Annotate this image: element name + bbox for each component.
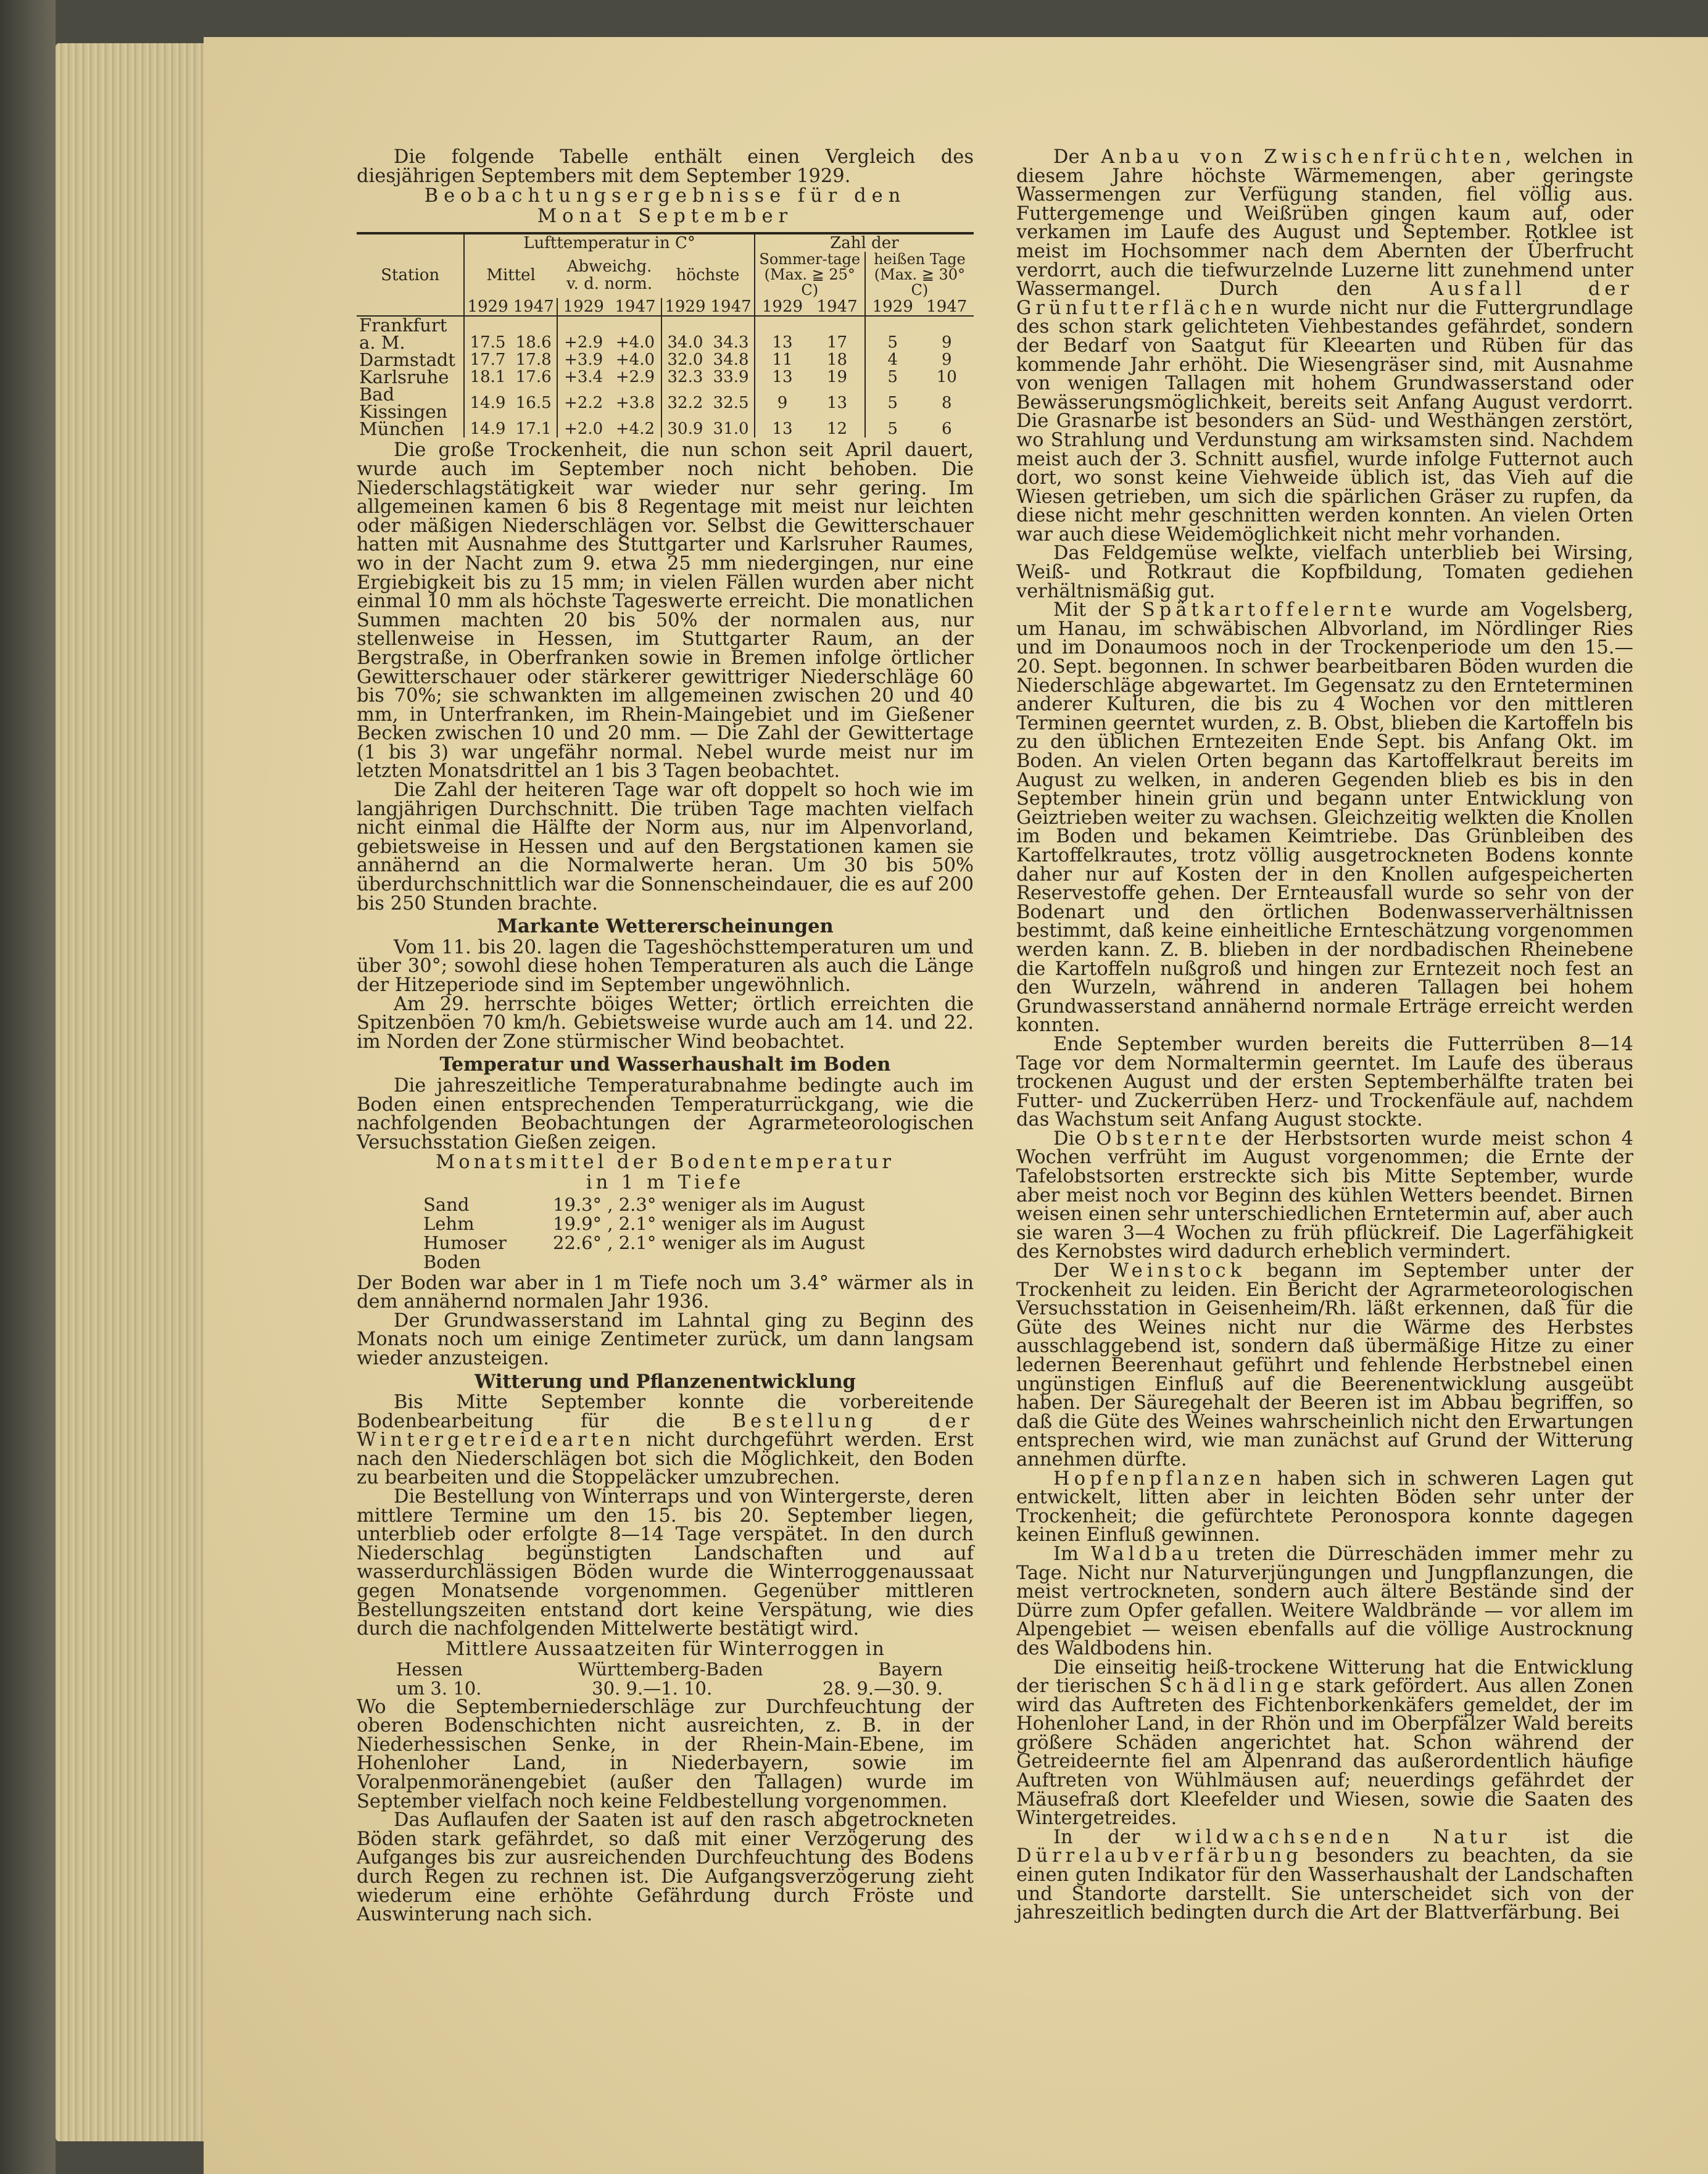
cell: +3.9 [557,351,610,368]
cell: 14.9 [464,386,510,420]
cell: +2.9 [557,316,610,351]
text-run: nicht durchgeführt werden. Erst nach den Niederschlägen bot sich die Möglichkeit, den Boden zu bearbeiten und die Stoppeläcker umzubrechen. [357,1429,974,1489]
paragraph: Die jahreszeitliche Temperaturabnahme bedingte auch im Boden einen entsprechenden Temperaturrückgang, wie die nachfolgenden Beobachtungen der Agrarmeteorologischen Versuchsstation Gießen zeigen. [357,1074,974,1153]
soil-caption-line-1: Monatsmittel der Bodentemperatur [436,1151,895,1174]
text-run: stark gefördert. Aus allen Zonen wird das Auftreten des Fichtenborkenkäfers gemeldet, der im Hohenloher Land, in der Rhön und im Oberpfälzer Wald bereits größere Schäden angerichtet hat. Schon während der Getreideernte fiel am Alpenrand das außerordentlich häufige Auftreten von Wühlmäusen auf; neuerdings gefährdet der Mäusefraß dort Kleefelder und Wiesen, sowie die Saaten des Wintergetreides. [1016,1675,1634,1830]
paragraph: Die große Trockenheit, die nun schon seit April dauert, wurde auch im September noch nicht behoben. Die Niederschlagstätigkeit war wieder nur sehr gering. Im allgemeinen kamen 6 bis 8 Regentage mit meist nur leichten oder mäßigen Niederschlägen vor. Selbst die Gewitterschauer hatten mit Ausnahme des Stuttgarter und Karlsruher Raumes, wo in der Nacht zum 9. etwa 25 mm niedergingen, nur eine Ergiebigkeit bis zu 15 mm; in vielen Fällen wurden aber nicht einmal 10 mm als höchste Tageswerte erreicht. Die monatlichen Summen machten 20 bis 50% der normalen aus, nur stellenweise in Hessen, im Stuttgarter Raum, an der Bergstraße, in Oberfranken sowie in Bremen infolge örtlicher Gewitterschauer oder stärkerer gewittriger Niederschläge 60 bis 70%; sie schwankten im allgemeinen zwischen 20 und 40 mm, in Unterfranken, im Rhein-Maingebiet und im Gießener Becken zwischen 10 und 20 mm. — Die Zahl der Gewittertage (1 bis 3) war ungefähr normal. Nebel wurde meist nur im letzten Monatsdrittel an 1 bis 3 Tagen beobachtet. [357,439,974,782]
year-cell: 1947 [708,298,755,316]
sowing-caption: Mittlere Aussaatzeiten für Winterroggen in [446,1638,885,1660]
year-cell: 1929 [755,298,810,316]
cell: +2.2 [557,386,610,420]
text-run: Bis Mitte September konnte die vorbereitende Bodenbearbeitung für die [357,1392,974,1432]
sowing-dates [357,1679,974,1698]
cell: 32.0 [661,351,708,368]
cell: 8 [941,394,952,413]
station-header: Station [357,233,464,316]
paragraph: Der Boden war aber in 1 m Tiefe noch um 3.4° wärmer als in dem annähernd normalen Jahr 1936. [357,1272,974,1313]
cell: 16.5 [515,394,552,413]
cell: 9 [941,351,952,370]
cell: +4.0 [615,351,655,370]
paragraph [1016,148,1633,544]
sowing-regions [357,1660,974,1679]
spaced-term: Weinstock [1109,1260,1246,1282]
table-row [357,420,974,438]
paragraph: Wo die Septemberniederschläge zur Durchfeuchtung der oberen Bodenschichten nicht ausreichten, z. B. in der Niederhessischen Senke, in der Rhein-Main-Ebene, im Hohenloher Land, in Niederbayern, sowie im Voralpenmoränengebiet (außer den Tallagen) wurde im September vielfach noch keine Feldbestellung vorgenommen. [357,1696,974,1812]
cell: 9 [755,386,810,420]
region-name: Württemberg-Baden [578,1659,763,1680]
region-name: Bayern [878,1659,943,1680]
mittel-header: Mittel [464,252,557,298]
cell: 34.0 [661,316,708,351]
cell: 13 [827,394,848,413]
paragraph [357,1393,974,1488]
cell: 10 [936,368,957,387]
soil-value: 19.9° , 2.1° weniger als im August [553,1213,865,1234]
page-edges [56,43,210,2141]
intro-paragraph: Die folgende Tabelle enthält einen Vergleich des diesjährigen Septembers mit dem September 1929. [357,146,974,187]
paragraph [1016,1656,1634,1830]
station-name: Bad Kissingen [359,384,448,423]
cell: 17.1 [515,420,552,439]
text-run: begann im September unter der Trockenheit zu leiden. Ein Bericht der Agrarmeteorologischen Versuchsstation in Geisenheim/Rh. läßt erkennen, daß für die Güte des Weines nicht nur die Wärme des Herbstes ausschlaggebend ist, sondern daß übermäßige Hitze zu einer ledernen Beerenhaut geführt und fehlende Herbstnebel einen ungünstigen Einfluß auf die Beerenentwicklung ausgeübt haben. Der Säuregehalt der Beeren ist im Abbau begriffen, so daß die Güte des Weines wahrscheinlich nicht den Erwartungen entsprechen wird, wie man zunächst auf Grund der Witterung annehmen dürfte. [1016,1260,1633,1471]
soil-value: 19.3° , 2.3° weniger als im August [553,1193,865,1215]
paragraph: Die Zahl der heiteren Tage war oft doppelt so hoch wie im langjährigen Durchschnitt. Die trüben Tage machten vielfach nicht einmal die Hälfte der Norm aus, nur im Alpenvorland, gebietsweise in Hessen und auf den Bergstationen kamen sie annähernd an die Normalwerte heran. Um 30 bis 50% überdurchschnittlich war die Sonnenscheindauer, die es auf 200 bis 250 Stunden brachte. [357,779,974,915]
section-heading: Markante Wettererscheinungen [497,915,834,938]
cell: 32.2 [661,386,708,420]
sowing-date: 30. 9.—1. 10. [592,1678,713,1699]
cell: 18 [827,351,848,370]
paragraph: Ende September wurden bereits die Futterrüben 8—14 Tage vor dem Normaltermin geerntet. Im Laufe des überaus trockenen August und der ersten Septemberhälfte traten bei Futter- und Zuckerrüben Herz- und Trockenfäule auf, nachdem das Wachstum seit Anfang August stockte. [1016,1033,1633,1131]
hot-days-header: heißen Tage (Max. ≧ 30° C) [865,252,974,298]
station-name: Karlsruhe [359,367,449,388]
cell: 30.9 [661,420,708,438]
paragraph [1016,1467,1633,1546]
year-cell: 1929 [557,298,610,316]
year-cell: 1947 [610,298,662,316]
cell: 31.0 [713,420,749,439]
text-run: Die einseitig heiß-trockene Witterung hat die Entwicklung der tierischen [1016,1656,1633,1698]
table-caption-line-2: Monat September [537,205,794,227]
text-run: , welchen in diesem Jahre höchste Wärmemengen, aber geringste Wassermengen zur Verfügung standen, fiel völlig aus. Futtergemenge und Weißrüben gingen kaum auf, oder verkamen im Laufe des August und September. Rotklee ist meist im Hochsommer nach dem Abernten der Überfrucht verdorrt, auch die tiefwurzelnde Luzerne litt zunehmend unter Wassermangel. Durch den [1016,146,1634,301]
text-run: Die [1053,1127,1097,1150]
cell: +3.8 [615,394,655,413]
cell: 18.6 [515,333,552,352]
cell: 4 [865,351,920,368]
cell: 5 [865,386,920,420]
cell: 17 [827,333,848,352]
soil-temperature-list [423,1195,974,1272]
text-run: wurde am Vogelsberg, um Hanau, im schwäbischen Albvorland, im Nördlinger Ries und im Donaumoos noch in der Trockenperiode um den 15.—20. Sept. begonnen. In schwer bearbeitbaren Böden wurden die Niederschläge abgewartet. Im Gegensatz zu den Ernteterminen anderer Kulturen, die bis zu 4 Wochen vor den mittleren Terminen geerntet wurden, z. B. Obst, blieben die Kartoffeln bis zu den üblichen Erntezeiten Ende Sept. bis Anfang Okt. im Boden. An vielen Orten begann das Kartoffelkraut bereits im August zu welken, in anderen Gegenden blieb es bis in den September hinein grün und begann unter Entwicklung von Geiztrieben weiter zu wachsen. Gleichzeitig welkten die Knollen im Boden und bekamen Keimtriebe. Das Grünbleiben des Kartoffelkrautes, trotz völlig ausgetrockneten Bodens konnte daher nur auf Kosten der in den Knollen aufgespeicherten Reservestoffe gehen. Der Ernteausfall wurde so sehr von der Bodenart und den örtlichen Bodenwasserverhältnissen bestimmt, daß keine einheitliche Ernteschätzung vorgenommen werden kann. Z. B. blieben in der nordbadischen Rheinebene die Kartoffeln nußgroß und hingen zur Erntezeit noch fest an den Wurzeln, während in anderen Tallagen bei hohem Grundwasserstand annähernd normale Erträge erreicht werden konnten. [1016,599,1633,1037]
sowing-date: um 3. 10. [396,1678,482,1699]
section-heading: Temperatur und Wasserhaushalt im Boden [439,1053,891,1076]
text-run: Der [1053,146,1101,168]
cell: 9 [941,333,952,352]
max-header: höchste [676,265,740,284]
book-binding [0,0,56,2174]
table-row [357,386,974,420]
section-heading: Witterung und Pflanzenentwicklung [475,1370,856,1393]
cell: 34.3 [713,333,749,352]
text-run: Der [1053,1260,1109,1282]
year-cell: 1929 [865,298,920,316]
cell: 17.7 [464,351,510,368]
paragraph [1016,1545,1633,1659]
spaced-term: Schädlinge [1159,1675,1309,1698]
year-cell: 1929 [661,298,708,316]
text-run: haben sich in schweren Lagen gut entwickelt, litten aber in leichten Böden sehr unter der Trockenheit; die gefürchtete Peronospora konnte dagegen keinen Einfluß gewinnen. [1016,1467,1633,1546]
table-row [357,368,974,386]
document-page [204,37,1708,2174]
cell: 18.1 [464,368,510,386]
cell: 34.8 [713,351,749,370]
text-run: Im [1053,1543,1091,1565]
station-name: Darmstadt [359,349,455,371]
cell: 17.6 [515,368,552,387]
observation-table [357,232,974,438]
text-run: ist die [1511,1826,1633,1848]
count-header: Zahl der [755,233,974,252]
spaced-term: Ausfall der Grünfutterflächen [1016,278,1633,319]
temperature-header: Lufttemperatur in C° [464,233,754,252]
summer-days-header: Sommer-tage (Max. ≧ 25° C) [755,252,865,298]
soil-type: Sand [423,1193,470,1215]
text-run: treten die Dürreschäden immer mehr zu Tage. Nicht nur Naturverjüngungen und Jungpflanzungen, die meist vertrockneten, sondern auch ältere Bestände sind der Dürre zum Opfer gefallen. Weitere Waldbrände — vor allem im Alpengebiet — weisen ebenfalls auf die völlige Austrocknung des Waldbodens hin. [1016,1543,1633,1659]
paragraph: Vom 11. bis 20. lagen die Tageshöchsttemperaturen um und über 30°; sowohl diese hohen Temperaturen als auch die Länge der Hitzeperiode sind im September ungewöhnlich. [357,936,974,996]
list-item [423,1214,974,1234]
spaced-term: Hopfenpflanzen [1053,1467,1266,1490]
spaced-term: Anbau von Zwischenfrüchten [1101,146,1506,168]
spaced-term: Dürrelaubverfärbung [1016,1845,1303,1867]
paragraph: Die Bestellung von Winterraps und von Wintergerste, deren mittlere Termine um den 15. bis 20. September liegen, unterblieb oder erfolgte 8—14 Tage verspätet. In den durch Niederschlag begünstigten Landschaften und auf wasserdurchlässigen Böden wurde die Winterroggenaussaat gegen Monatsende vorgenommen. Gegenüber mittleren Bestellungszeiten entstand dort keine Verspätung, wie dies durch die nachfolgenden Mittelwerte bestätigt wird. [357,1486,974,1640]
text-run: In der [1053,1826,1175,1848]
paragraph [1016,1262,1633,1470]
cell: 6 [941,420,952,439]
cell: +3.4 [557,368,610,386]
soil-value: 22.6° , 2.1° weniger als im August [553,1232,865,1253]
spaced-term: Bestellung der Wintergetreidearten [357,1410,974,1451]
cell: +2.0 [557,420,610,438]
list-item [423,1195,974,1214]
cell: 17.5 [464,316,510,351]
paragraph: Das Auflaufen der Saaten ist auf den rasch abgetrockneten Böden stark gefährdet, so daß mit einer Verzögerung des Aufganges bis zur ausreichenden Durchfeuchtung des Bodens durch Regen zu rechnen ist. Die Aufgangsverzögerung zieht wiederum eine erhöhte Gefährdung durch Fröste und Auswinterung nach sich. [357,1809,974,1926]
paragraph: Der Grundwasserstand im Lahntal ging zu Beginn des Monats noch um einige Zentimeter zurück, um dann langsam wieder anzusteigen. [357,1309,974,1369]
right-column [1016,148,1633,1923]
text-run: der Herbstsorten wurde meist schon 4 Wochen verfrüht im August vorgenommen; die Ernte der Tafelobstsorten erstreckte sich bis Mitte September, wurde aber meist noch vor Beginn des kühlen Wetters beendet. Birnen weisen einen sehr unterschiedlichen Erntetermin auf, aber auch sie waren 3—4 Wochen zu früh pflückreif. Die Lagerfähigkeit des Kernobstes wird dadurch erheblich vermindert. [1016,1127,1633,1263]
year-cell: 1947 [511,298,557,316]
station-name: Frankfurt a. M. [359,315,447,354]
soil-type: Lehm [423,1213,475,1234]
year-cell: 1947 [810,298,865,316]
paragraph [1016,1828,1633,1923]
cell: +4.0 [615,333,655,352]
paragraph: Am 29. herrschte böiges Wetter; örtlich erreichten die Spitzenböen 70 km/h. Gebietsweise wurde auch am 14. und 22. im Norden der Zone stürmischer Wind beobachtet. [357,993,974,1053]
cell: 33.9 [713,368,749,387]
paragraph [1016,1127,1633,1263]
cell: 5 [865,420,920,438]
cell: 17.8 [515,351,552,370]
paragraph: Das Feldgemüse welkte, vielfach unterblieb bei Wirsing, Weiß- und Rotkraut die Kopfbildung, Tomaten gediehen verhältnismäßig gut. [1016,542,1633,602]
cell: 13 [755,316,810,351]
cell: 5 [865,368,920,386]
table-row [357,351,974,368]
list-item [423,1234,974,1272]
cell: 14.9 [464,420,510,438]
spaced-term: wildwachsenden Natur [1175,1826,1511,1848]
spaced-term: Spätkartoffelernte [1142,599,1396,621]
year-cell: 1947 [920,298,974,316]
cell: +4.2 [615,420,655,439]
soil-caption-line-2: in 1 m Tiefe [586,1171,745,1193]
region-name: Hessen [396,1659,463,1680]
cell: 32.5 [713,394,749,413]
station-name: München [359,418,444,440]
cell: 19 [827,368,848,387]
sowing-date: 28. 9.—30. 9. [822,1678,943,1699]
soil-type: Humoser Boden [423,1232,507,1272]
left-column [357,148,974,1925]
table-caption-line-1: Beobachtungsergebnisse für den [424,185,906,207]
cell: 13 [755,420,810,438]
cell: 11 [755,351,810,368]
deviation-header: Abweichg. v. d. norm. [566,257,653,293]
spaced-term: Waldbau [1090,1543,1204,1565]
cell: 5 [865,316,920,351]
cell: +2.9 [615,368,655,387]
text-run: wurde nicht nur die Futtergrundlage des schon stark gelichteten Viehbestandes gefährdet, sondern der Bedarf von Saatgut für Kleearten und Rüben für das kommende Jahr erhöht. Die Wiesengräser sind, mit Ausnahme von wenigen Tallagen mit hohem Grundwasserstand oder Bewässerungsmöglichkeit, bereits seit Anfang August verdorrt. Die Grasnarbe ist besonders an Süd- und Westhängen zerstört, wo Strahlung und Verdunstung am wirksamsten sind. Nachdem meist auch der 3. Schnitt ausfiel, wurde infolge Futternot auch dort, wo sonst keine Viehweide üblich ist, das Vieh auf die Wiesen getrieben, um sich die spärlichen Gräser zu rupfen, da diese nicht mehr geschnitten werden konnten. An vielen Orten war auch diese Weidemöglichkeit nicht mehr vorhanden. [1016,297,1633,546]
table-row [357,316,974,351]
paragraph [1016,601,1633,1035]
spaced-term: Obsternte [1096,1127,1231,1150]
cell: 32.3 [661,368,708,386]
cell: 12 [827,420,848,439]
text-run: besonders zu beachten, da sie einen guten Indikator für den Wasserhaushalt der Landschaften und Standorte darstellt. Sie unterscheidet sich von der jahreszeitlich bedingten durch die Art der Blattverfärbung. Bei [1016,1845,1633,1924]
text-run: Mit der [1053,599,1142,621]
year-cell: 1929 [464,298,510,316]
cell: 13 [755,368,810,386]
